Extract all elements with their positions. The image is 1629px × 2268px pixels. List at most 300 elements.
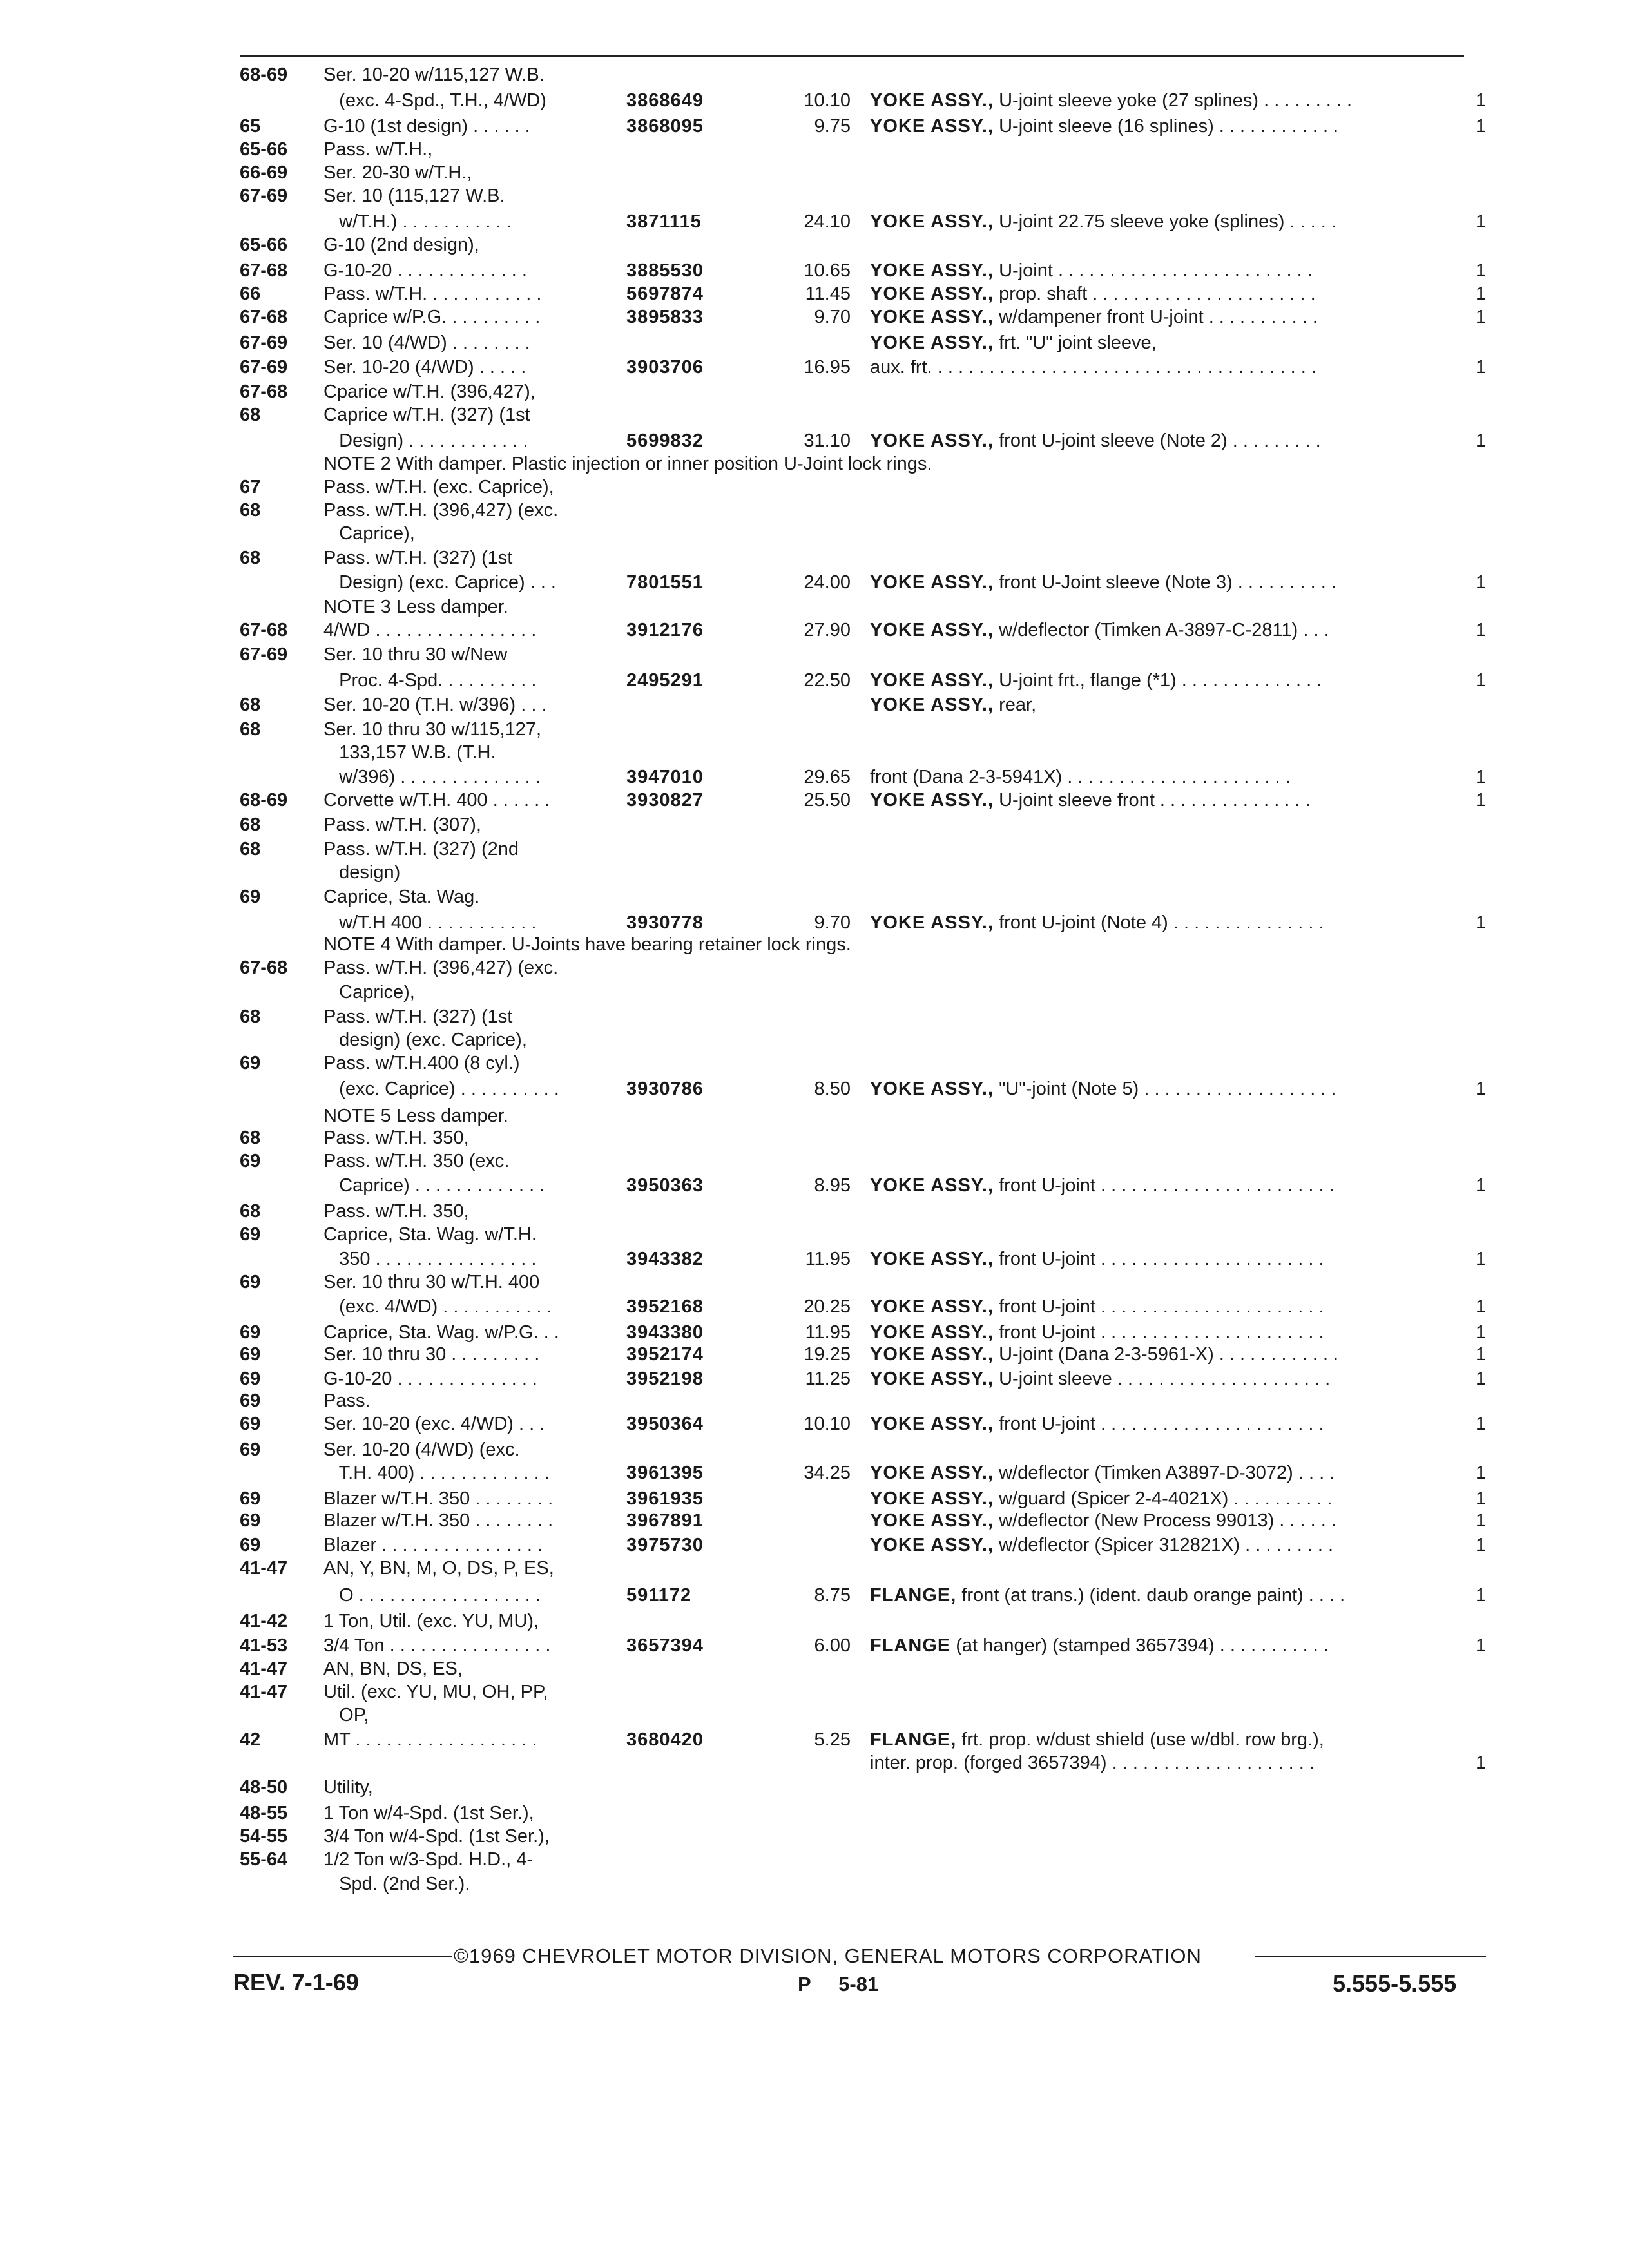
model-year: 65-66: [240, 235, 288, 255]
model-year: 55-64: [240, 1849, 288, 1870]
part-number: 3961935: [626, 1488, 704, 1509]
list-price: 34.25: [804, 1463, 851, 1483]
item-name: YOKE ASSY.,: [870, 572, 994, 593]
application-description: 1/2 Ton w/3-Spd. H.D., 4-: [323, 1849, 534, 1870]
item-detail: frt. prop. w/dust shield (use w/dbl. row brg.),: [956, 1729, 1324, 1750]
item-detail: front U-Joint sleeve (Note 3) . . . . . . . . . .: [994, 572, 1336, 593]
application-description: Design) (exc. Caprice) . . .: [323, 572, 556, 593]
quantity: 1: [1476, 1463, 1487, 1483]
group-number: 5.555-5.555: [1333, 1970, 1457, 1997]
part-number: 3930827: [626, 790, 704, 811]
model-year: 65-66: [240, 139, 288, 160]
table-row: [0, 62, 1629, 88]
item-description: [870, 1076, 1336, 1102]
application-description: Caprice) . . . . . . . . . . . . .: [323, 1175, 545, 1196]
list-price: 29.65: [804, 767, 851, 787]
application-description: Corvette w/T.H. 400 . . . . . .: [323, 790, 550, 811]
list-price: 10.65: [804, 260, 851, 281]
table-row: [0, 1411, 1629, 1437]
table-row: [0, 764, 1629, 790]
item-description: [870, 354, 1316, 380]
table-row: [0, 1727, 1629, 1753]
application-description: Pass. w/T.H. (327) (2nd: [323, 839, 519, 860]
item-name: YOKE ASSY.,: [870, 260, 994, 281]
item-detail: front U-joint . . . . . . . . . . . . . . . . . . . . . .: [994, 1414, 1324, 1434]
model-year: 41-47: [240, 1682, 288, 1702]
quantity: 1: [1476, 767, 1487, 787]
part-number: 3967891: [626, 1510, 704, 1531]
table-row: [0, 716, 1629, 742]
quantity: 1: [1476, 1414, 1487, 1434]
table-row: [0, 1608, 1629, 1634]
item-detail: w/deflector (Timken A3897-D-3072) . . . .: [994, 1463, 1335, 1483]
item-name: YOKE ASSY.,: [870, 1488, 994, 1509]
table-row: [0, 692, 1629, 718]
table-row: [0, 1341, 1629, 1367]
model-year: 69: [240, 1369, 261, 1389]
item-description: [870, 570, 1336, 595]
application-description: Blazer w/T.H. 350 . . . . . . . .: [323, 1510, 554, 1531]
item-detail: w/deflector (Spicer 312821X) . . . . . . . . .: [994, 1535, 1334, 1555]
table-row: [0, 183, 1629, 209]
item-detail: aux. frt. . . . . . . . . . . . . . . . . . . . . . . . . . . . . . . . . . . . . .: [870, 357, 1316, 378]
part-number: 3930778: [626, 912, 704, 933]
model-year: 66-69: [240, 162, 288, 183]
application-description: Ser. 10 thru 30 w/New: [323, 644, 508, 665]
table-row: [0, 1656, 1629, 1682]
table-row: [0, 1871, 1629, 1897]
table-row: [0, 545, 1629, 571]
application-description: Pass. w/T.H.,: [323, 139, 433, 160]
application-description: Utility,: [323, 1777, 373, 1798]
application-description: Pass. w/T.H. (396,427) (exc.: [323, 500, 559, 521]
application-description: AN, Y, BN, M, O, DS, P, ES,: [323, 1558, 554, 1579]
item-name: FLANGE: [870, 1635, 951, 1656]
item-detail: w/deflector (Timken A-3897-C-2811) . . .: [994, 620, 1329, 640]
table-row: [0, 860, 1629, 885]
item-name: YOKE ASSY.,: [870, 1535, 994, 1555]
item-name: YOKE ASSY.,: [870, 284, 994, 304]
copyright-line: ©1969 CHEVROLET MOTOR DIVISION, GENERAL MOTORS CORPORATION: [454, 1945, 1202, 1967]
model-year: 68: [240, 839, 261, 860]
item-description: [870, 1173, 1335, 1198]
item-name: YOKE ASSY.,: [870, 1322, 994, 1343]
table-row: [0, 1027, 1629, 1053]
quantity: 1: [1476, 1344, 1487, 1365]
list-price: 25.50: [804, 790, 851, 811]
item-description: [870, 209, 1336, 235]
quantity: 1: [1476, 1369, 1487, 1389]
list-price: 19.25: [804, 1344, 851, 1365]
application-description: AN, BN, DS, ES,: [323, 1658, 463, 1679]
list-price: 22.50: [804, 670, 851, 691]
table-row: [0, 1050, 1629, 1076]
application-description: Pass. w/T.H. (exc. Caprice),: [323, 477, 554, 497]
item-detail: rear,: [994, 695, 1037, 715]
application-description: 1 Ton w/4-Spd. (1st Ser.),: [323, 1803, 534, 1823]
item-detail: U-joint sleeve yoke (27 splines) . . . . . . . . .: [994, 90, 1353, 111]
application-description: 3/4 Ton . . . . . . . . . . . . . . . .: [323, 1635, 551, 1656]
application-description: Proc. 4-Spd. . . . . . . . . .: [323, 670, 537, 691]
application-description: NOTE 4 With damper. U-Joints have bearing retainer lock rings.: [323, 934, 851, 955]
table-row: [0, 354, 1629, 380]
part-number: 3961395: [626, 1463, 704, 1483]
footer-rule-right: [1255, 1956, 1486, 1957]
item-description: [870, 617, 1329, 643]
table-row: [0, 1246, 1629, 1272]
table-row: [0, 1388, 1629, 1414]
model-year: 41-42: [240, 1611, 288, 1631]
item-description: [870, 1750, 1315, 1776]
application-description: G-10-20 . . . . . . . . . . . . .: [323, 260, 527, 281]
quantity: 1: [1476, 90, 1487, 111]
part-number: 3975730: [626, 1535, 704, 1555]
model-year: 68: [240, 814, 261, 835]
application-description: Pass. w/T.H. (327) (1st: [323, 548, 513, 568]
list-price: 27.90: [804, 620, 851, 640]
table-row: [0, 1125, 1629, 1151]
application-description: w/396) . . . . . . . . . . . . . .: [323, 767, 541, 787]
model-year: 68-69: [240, 790, 288, 811]
list-price: 5.25: [814, 1729, 851, 1750]
model-year: 69: [240, 1053, 261, 1073]
item-description: [870, 692, 1036, 718]
item-detail: frt. "U" joint sleeve,: [994, 332, 1157, 353]
model-year: 69: [240, 1535, 261, 1555]
application-description: (exc. Caprice) . . . . . . . . . .: [323, 1079, 559, 1099]
model-year: 69: [240, 1151, 261, 1171]
application-description: Ser. 10-20 (T.H. w/396) . . .: [323, 695, 547, 715]
item-name: YOKE ASSY.,: [870, 211, 994, 232]
quantity: 1: [1476, 1488, 1487, 1509]
item-detail: U-joint frt., flange (*1) . . . . . . . . . . . . . .: [994, 670, 1322, 691]
part-number: 3950363: [626, 1175, 704, 1196]
application-description: Pass. w/T.H. . . . . . . . . . . .: [323, 284, 542, 304]
item-name: FLANGE,: [870, 1585, 957, 1606]
item-name: YOKE ASSY.,: [870, 695, 994, 715]
application-description: MT . . . . . . . . . . . . . . . . . .: [323, 1729, 537, 1750]
model-year: 69: [240, 1322, 261, 1343]
item-description: [870, 1582, 1345, 1608]
model-year: 69: [240, 887, 261, 907]
item-detail: (at hanger) (stamped 3657394) . . . . . . . . . . .: [950, 1635, 1329, 1656]
application-description: w/T.H 400 . . . . . . . . . . .: [323, 912, 537, 933]
item-description: [870, 1294, 1324, 1320]
table-row: [0, 209, 1629, 235]
quantity: 1: [1476, 1175, 1487, 1196]
table-row: [0, 1437, 1629, 1463]
table-row: [0, 113, 1629, 139]
model-year: 69: [240, 1344, 261, 1365]
application-description: Pass. w/T.H. (396,427) (exc.: [323, 957, 559, 978]
application-description: Pass. w/T.H. 350,: [323, 1201, 469, 1222]
application-description: w/T.H.) . . . . . . . . . . .: [323, 211, 512, 232]
item-detail: U-joint sleeve . . . . . . . . . . . . . . . . . . . . .: [994, 1369, 1331, 1389]
item-description: [870, 764, 1291, 790]
item-detail: front U-joint sleeve (Note 2) . . . . . . . . .: [994, 430, 1321, 451]
application-description: 133,157 W.B. (T.H.: [323, 742, 496, 763]
table-row: [0, 668, 1629, 693]
list-price: 8.75: [814, 1585, 851, 1606]
quantity: 1: [1476, 1510, 1487, 1531]
application-description: Blazer . . . . . . . . . . . . . . . .: [323, 1535, 543, 1555]
quantity: 1: [1476, 1322, 1487, 1343]
part-number: 3930786: [626, 1079, 704, 1099]
table-row: [0, 451, 1629, 477]
item-name: YOKE ASSY.,: [870, 1249, 994, 1269]
table-row: [0, 474, 1629, 500]
table-row: [0, 1847, 1629, 1872]
list-price: 11.95: [805, 1322, 851, 1343]
application-description: design) (exc. Caprice),: [323, 1030, 527, 1050]
item-name: YOKE ASSY.,: [870, 1369, 994, 1389]
model-year: 68: [240, 1006, 261, 1027]
part-number: 5699832: [626, 430, 704, 451]
model-year: 54-55: [240, 1826, 288, 1847]
table-row: [0, 1004, 1629, 1030]
model-year: 67: [240, 477, 261, 497]
quantity: 1: [1476, 620, 1487, 640]
item-name: YOKE ASSY.,: [870, 1510, 994, 1531]
part-number: 2495291: [626, 670, 704, 691]
quantity: 1: [1476, 1535, 1487, 1555]
item-detail: prop. shaft . . . . . . . . . . . . . . . . . . . . . .: [994, 284, 1316, 304]
quantity: 1: [1476, 260, 1487, 281]
part-number: 7801551: [626, 572, 704, 593]
item-name: YOKE ASSY.,: [870, 1175, 994, 1196]
application-description: Spd. (2nd Ser.).: [323, 1874, 470, 1894]
part-number: 3657394: [626, 1635, 704, 1656]
model-year: 68: [240, 695, 261, 715]
application-description: 3/4 Ton w/4-Spd. (1st Ser.),: [323, 1826, 550, 1847]
model-year: 66: [240, 284, 261, 304]
item-name: FLANGE,: [870, 1729, 957, 1750]
table-row: [0, 740, 1629, 765]
item-name: YOKE ASSY.,: [870, 790, 994, 811]
application-description: Caprice, Sta. Wag.: [323, 887, 480, 907]
item-detail: U-joint (Dana 2-3-5961-X) . . . . . . . . . . . .: [994, 1344, 1339, 1365]
application-description: O . . . . . . . . . . . . . . . . . .: [323, 1585, 541, 1606]
model-year: 67-69: [240, 357, 288, 378]
application-description: NOTE 5 Less damper.: [323, 1106, 508, 1126]
item-description: [870, 88, 1352, 113]
list-price: 16.95: [804, 357, 851, 378]
quantity: 1: [1476, 1585, 1487, 1606]
item-detail: front U-joint . . . . . . . . . . . . . . . . . . . . . .: [994, 1322, 1324, 1343]
application-description: Ser. 10 thru 30 w/115,127,: [323, 719, 542, 740]
part-number: 3903706: [626, 357, 704, 378]
quantity: 1: [1476, 430, 1487, 451]
part-number: 3947010: [626, 767, 704, 787]
application-description: Caprice, Sta. Wag. w/P.G. . .: [323, 1322, 559, 1343]
item-detail: front (Dana 2-3-5941X) . . . . . . . . . . . . . . . . . . . . . .: [870, 767, 1291, 787]
table-row: [0, 1679, 1629, 1705]
part-number: 3952168: [626, 1296, 704, 1317]
item-name: YOKE ASSY.,: [870, 1463, 994, 1483]
model-year: 69: [240, 1439, 261, 1460]
model-year: 41-47: [240, 1658, 288, 1679]
revision-date: REV. 7-1-69: [233, 1969, 359, 1995]
part-number: 3912176: [626, 620, 704, 640]
list-price: 11.25: [805, 1369, 851, 1389]
item-detail: U-joint sleeve front . . . . . . . . . . . . . . .: [994, 790, 1311, 811]
item-detail: U-joint . . . . . . . . . . . . . . . . . . . . . . . . .: [994, 260, 1313, 281]
model-year: 67-68: [240, 620, 288, 640]
item-description: [870, 787, 1311, 813]
table-row: [0, 428, 1629, 454]
table-row: [0, 1633, 1629, 1658]
model-year: 69: [240, 1224, 261, 1245]
part-number: 3680420: [626, 1729, 704, 1750]
model-year: 41-47: [240, 1558, 288, 1579]
table-row: [0, 379, 1629, 405]
part-number: 3950364: [626, 1414, 704, 1434]
table-row: [0, 258, 1629, 284]
item-description: [870, 304, 1318, 330]
model-year: 68: [240, 548, 261, 568]
model-year: 67-68: [240, 381, 288, 402]
item-detail: w/guard (Spicer 2-4-4021X) . . . . . . . . . .: [994, 1488, 1333, 1509]
item-description: [870, 1411, 1324, 1437]
quantity: 1: [1476, 790, 1487, 811]
model-year: 67-69: [240, 332, 288, 353]
model-year: 68: [240, 1128, 261, 1148]
item-description: [870, 1727, 1324, 1753]
quantity: 1: [1476, 211, 1487, 232]
application-description: Pass. w/T.H.400 (8 cyl.): [323, 1053, 520, 1073]
table-row: [0, 1702, 1629, 1728]
table-row: [0, 402, 1629, 428]
application-description: G-10 (2nd design),: [323, 235, 479, 255]
item-description: [870, 281, 1316, 307]
application-description: Pass. w/T.H. (327) (1st: [323, 1006, 513, 1027]
quantity: 1: [1476, 284, 1487, 304]
application-description: Pass. w/T.H. 350,: [323, 1128, 469, 1148]
item-name: YOKE ASSY.,: [870, 430, 994, 451]
model-year: 41-53: [240, 1635, 288, 1656]
table-row: [0, 88, 1629, 113]
table-row: [0, 594, 1629, 620]
quantity: 1: [1476, 1635, 1487, 1656]
list-price: 11.95: [805, 1249, 851, 1269]
item-description: [870, 258, 1313, 284]
item-detail: "U"-joint (Note 5) . . . . . . . . . . . . . . . . . . .: [994, 1079, 1336, 1099]
part-number: 3952174: [626, 1344, 704, 1365]
model-year: 69: [240, 1414, 261, 1434]
model-year: 67-68: [240, 957, 288, 978]
item-detail: front U-joint . . . . . . . . . . . . . . . . . . . . . . .: [994, 1175, 1335, 1196]
application-description: NOTE 3 Less damper.: [323, 597, 508, 617]
table-row: [0, 1222, 1629, 1247]
table-row: [0, 1774, 1629, 1800]
application-description: G-10 (1st design) . . . . . .: [323, 116, 530, 137]
table-row: [0, 304, 1629, 330]
table-row: [0, 1076, 1629, 1102]
application-description: Pass. w/T.H. (307),: [323, 814, 481, 835]
quantity: 1: [1476, 1079, 1487, 1099]
table-row: [0, 1173, 1629, 1198]
application-description: design): [323, 862, 401, 883]
application-description: Ser. 10 (115,127 W.B.: [323, 186, 505, 206]
item-name: YOKE ASSY.,: [870, 1414, 994, 1434]
model-year: 68: [240, 405, 261, 425]
table-row: [0, 642, 1629, 668]
model-year: 48-55: [240, 1803, 288, 1823]
item-detail: front U-joint . . . . . . . . . . . . . . . . . . . . . .: [994, 1296, 1324, 1317]
list-price: 24.00: [804, 572, 851, 593]
item-detail: inter. prop. (forged 3657394) . . . . . . . . . . . . . . . . . . . .: [870, 1753, 1315, 1773]
table-row: [0, 617, 1629, 643]
list-price: 10.10: [804, 90, 851, 111]
application-description: (exc. 4/WD) . . . . . . . . . . .: [323, 1296, 552, 1317]
part-number: 3868095: [626, 116, 704, 137]
model-year: 69: [240, 1272, 261, 1293]
application-description: Ser. 10 (4/WD) . . . . . . . .: [323, 332, 530, 353]
model-year: 68: [240, 719, 261, 740]
model-year: 69: [240, 1488, 261, 1509]
application-description: OP,: [323, 1705, 369, 1725]
item-name: YOKE ASSY.,: [870, 1296, 994, 1317]
table-row: [0, 1582, 1629, 1608]
application-description: Ser. 10 thru 30 w/T.H. 400: [323, 1272, 540, 1293]
quantity: 1: [1476, 357, 1487, 378]
model-year: 48-50: [240, 1777, 288, 1798]
quantity: 1: [1476, 1249, 1487, 1269]
application-description: T.H. 400) . . . . . . . . . . . . .: [323, 1463, 550, 1483]
application-description: Caprice),: [323, 982, 415, 1003]
quantity: 1: [1476, 1296, 1487, 1317]
table-row: [0, 232, 1629, 258]
model-year: 67-69: [240, 644, 288, 665]
application-description: Util. (exc. YU, MU, OH, PP,: [323, 1682, 548, 1702]
item-name: YOKE ASSY.,: [870, 1079, 994, 1099]
table-row: [0, 137, 1629, 162]
top-rule: [240, 55, 1464, 57]
table-row: [0, 1148, 1629, 1174]
list-price: 9.70: [814, 912, 851, 933]
list-price: 6.00: [814, 1635, 851, 1656]
application-description: Caprice, Sta. Wag. w/T.H.: [323, 1224, 537, 1245]
list-price: 11.45: [805, 284, 851, 304]
table-row: [0, 1198, 1629, 1224]
item-description: [870, 668, 1322, 693]
application-description: Caprice),: [323, 523, 415, 544]
quantity: 1: [1476, 912, 1487, 933]
item-description: [870, 1633, 1329, 1658]
table-row: [0, 884, 1629, 910]
table-row: [0, 1294, 1629, 1320]
model-year: 67-69: [240, 186, 288, 206]
model-year: 68: [240, 500, 261, 521]
table-row: [0, 955, 1629, 981]
quantity: 1: [1476, 572, 1487, 593]
item-name: YOKE ASSY.,: [870, 90, 994, 111]
item-description: [870, 428, 1321, 454]
application-description: Ser. 10-20 w/115,127 W.B.: [323, 64, 545, 85]
model-year: 68: [240, 1201, 261, 1222]
table-row: [0, 787, 1629, 813]
application-description: G-10-20 . . . . . . . . . . . . . .: [323, 1369, 537, 1389]
table-row: [0, 1269, 1629, 1295]
table-row: [0, 330, 1629, 356]
item-description: [870, 330, 1157, 356]
table-row: [0, 812, 1629, 838]
item-detail: front (at trans.) (ident. daub orange paint) . . . .: [956, 1585, 1345, 1606]
table-row: [0, 281, 1629, 307]
quantity: 1: [1476, 116, 1487, 137]
part-number: 5697874: [626, 284, 704, 304]
application-description: Caprice w/P.G. . . . . . . . . .: [323, 307, 541, 327]
